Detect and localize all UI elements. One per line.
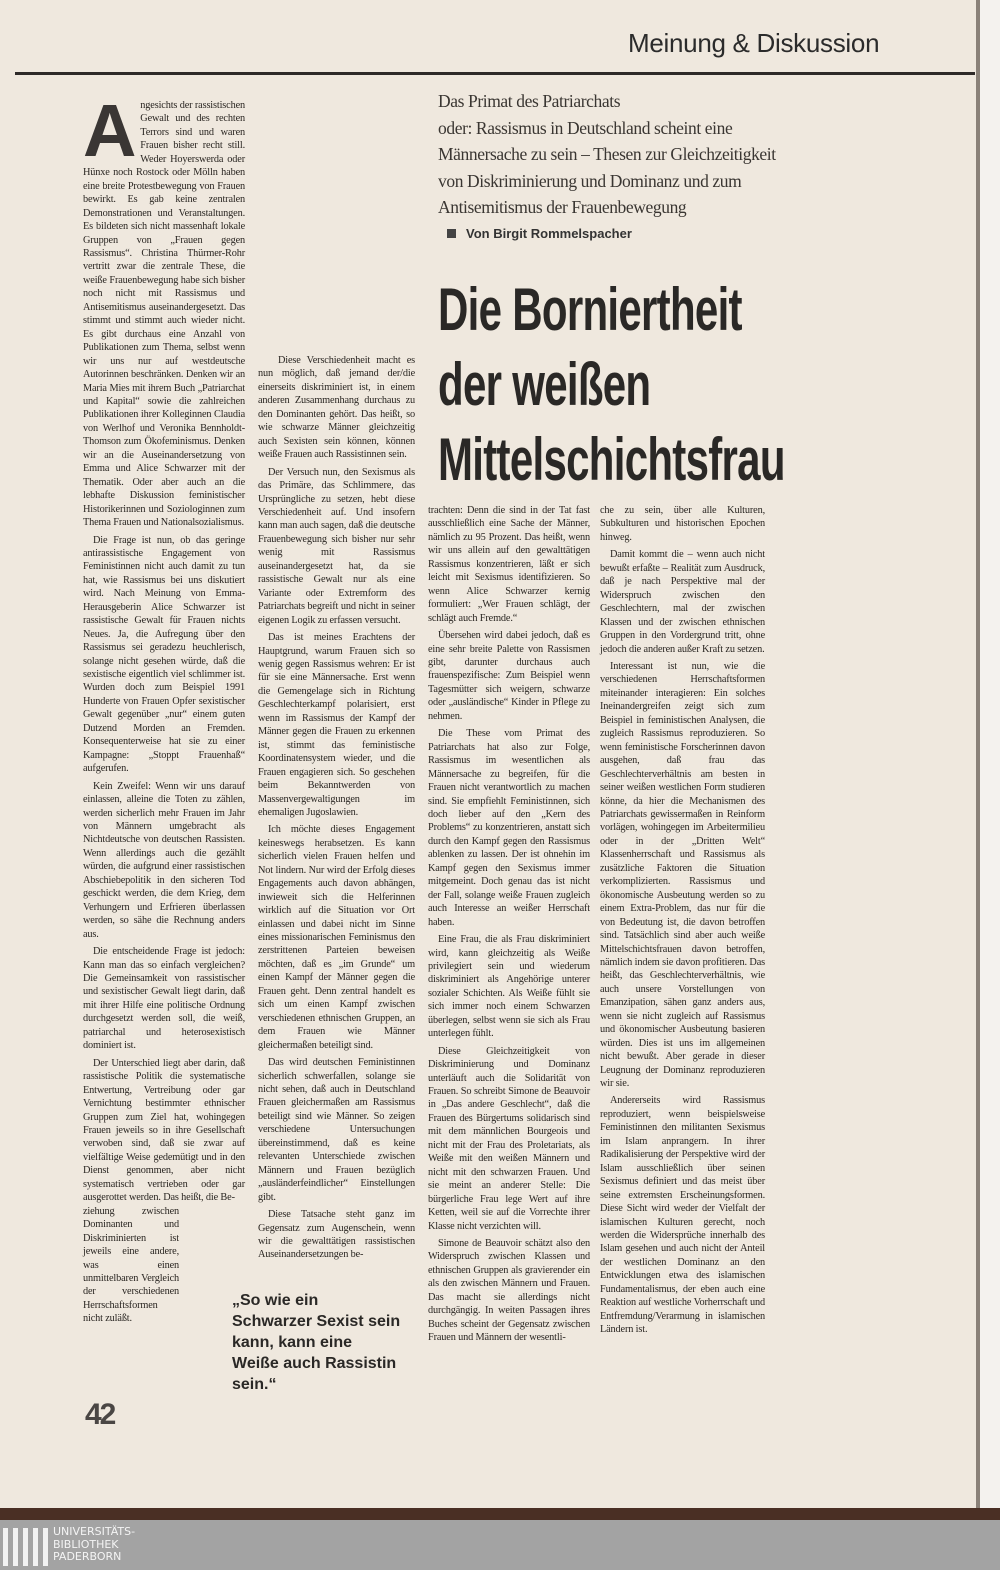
paragraph: Interessant ist nun, wie die verschiedenen Herrschaftsformen miteinander interagieren: Ein solches Ineinandergreifen zeigt sich zum Beispiel in feministischen Analysen, die zugleich Rassismus reproduzieren. So wenn feministische Forscherinnen davon ausgehen, daß frau das Geschlechterverhältnis am besten in seiner weißen westlichen Form studieren könne, da hier die Mechanismen des Patriarchats gewissermaßen in Reinform vorlägen, wohingegen im Arbeitermilieu oder in der „Dritten Welt“ Klassenherrschaft und Rassismus als zusätzliche Faktoren die Situation verkomplizierten. Rassismus und ökonomische Ausbeutung werden so zu einem Extra-Problem, das nur für die von Bedeutung ist, die davon betroffen sind. Tatsächlich sind aber auch weiße Mittelschichtsfrauen davon betroffen, nämlich indem sie davon profitieren. Das heißt, das Geschlechterverhältnis, wie auch unsere Vorstellungen von Emanzipation, sähen ganz anders aus, wenn sie nicht zugleich auf Rassismus und ökonomischer Ausbeutung basieren würden. Dies ist uns im allgemeinen nicht bewußt. Aber gerade in dieser Leugnung der Dominanz reproduzieren wir sie. (600, 660, 765, 1090)
byline (447, 226, 632, 241)
column-3 (428, 504, 590, 1345)
library-logo-text (53, 1526, 135, 1564)
library-logo-icon (3, 1528, 48, 1566)
drop-cap: A (83, 89, 137, 172)
column-4 (600, 504, 765, 1337)
paragraph: Die These vom Primat des Patriarchats hat also zur Folge, Rassismus im wesentlichen als Männersache zu begreifen, für die Frauen nicht verantwortlich zu machen sind. Sie empfiehlt Feministinnen, sich doch lieber auf den „Kern des Problems“ zu konzentrieren, anstatt sich durch den Kampf gegen den Rassismus ablenken zu lassen. Der ist ohnehin im Kampf gegen den Sexismus immer mitgemeint. Doch genau das ist nicht der Fall, solange weiße Frauen zugleich auch Interesse an weißer Herrschaft haben. (428, 728, 590, 928)
subtitle-line: Das Primat des Patriarchats (438, 91, 621, 111)
paragraph: Simone de Beauvoir schätzt also den Widerspruch zwischen Klassen und ethnischen Gruppen als gravierender ein als den zwischen Männern und Frauen. Das macht sie allerdings nicht durchgängig. In weiten Passagen ihres Buches scheint der Gegensatz zwischen Frauen und Männern der wesentli- (428, 1238, 590, 1344)
subtitle-line: von Diskriminierung und Dominanz und zum (438, 170, 742, 191)
square-bullet-icon (447, 229, 456, 238)
paragraph: Eine Frau, die als Frau diskriminiert wird, kann gleichzeitig als Weiße privilegiert sein und wiederum diskriminiert als Angehörige unterer sozialer Schichten. Als Weiße fühlt sie sich immer noch einem Schwarzen überlegen, selbst wenn sie sich als Frau unterlegen fühlt. (428, 934, 590, 1040)
headline-line: Die Borniertheit (438, 276, 742, 343)
paragraph: Diese Gleichzeitigkeit von Diskriminierung und Dominanz unterläuft auch die Solidarität von Frauen. So schreibt Simone de Beauvoir in „Das andere Geschlecht“, daß die Frauen des Bürgertums solidarisch sind mit dem männlichen Bourgeois und nicht mit der Frau des Proletariats, als Weiße mit den weißen Männern und nicht mit den schwarzen Frauen. Und sie meint an anderer Stelle: Die bürgerliche Frau lege Wert auf ihre Ketten, weil sie auf die Vorrechte ihrer Klasse nicht verzichten will. (428, 1045, 590, 1232)
headline (438, 272, 1000, 497)
paragraph: Andererseits wird Rassismus reproduziert, wenn beispielsweise Feministinnen den militanten Sexismus im Islam anprangern. In ihrer Radikalisierung der Perspektive wird der Islam ausschließlich über seinen Sexismus definiert und das meist über seine extremsten Erscheinungsformen. Diese Sicht wird weder der Vielfalt der islamischen Kulturen gerecht, noch werden die Widersprüche innerhalb des Islam gesehen und auch nicht der Anteil der westlichen Dominanz an den Entwicklungen etwa des islamischen Fundamentalismus, der eben auch eine Reaktion auf westliche Vorherrschaft und Entfremdung/Verarmung in islamischen Ländern ist. (600, 1095, 765, 1336)
paragraph: Ich möchte dieses Engagement keineswegs herabsetzen. Es kann sicherlich vielen Frauen helfen und Not lindern. Nur wird der Erfolg dieses Engagements auch davon abhängen, inwieweit sich die Helferinnen wirklich auf die Situation vor Ort einlassen und dabei nicht im Sinne eines missionarischen Feminismus den zerstrittenen Parteien beweisen möchten, daß es „im Grunde“ um einen Kampf der Männer gegen die Frauen geht. Denn zentral handelt es sich um einen Kampf zwischen verschiedenen ethnischen Gruppen, an dem Frauen wie Männer gleichermaßen beteiligt sind. (258, 824, 415, 1051)
pull-quote: „So wie ein Schwarzer Sexist sein kann, kann eine Weiße auch Rassistin sein.“ (232, 1292, 401, 1393)
column-1 (83, 89, 245, 1326)
headline-line: Mittelschichtsfrau (438, 426, 785, 493)
logo-line: UNIVERSITÄTS- (53, 1525, 136, 1538)
paragraph: Das wird deutschen Feministinnen sicherlich schwerfallen, solange sie nicht sehen, daß auch in Deutschland Frauen gleichermaßen am Rassismus beteiligt sind wie Männer. So zeigen verschiedene Untersuchungen übereinstimmend, daß es keine relevanten Unterschiede zwischen Männern und Frauen bezüglich „ausländerfeindlicher“ Einstellungen gibt. (258, 1057, 415, 1203)
header-rule (15, 72, 975, 75)
paragraph: Diese Verschiedenheit macht es nun möglich, daß jemand der/die einerseits diskriminiert ist, in einem anderen Zusammenhang durchaus zu den Dominanten gehört. Das heißt, so wie schwarze Männer gleichzeitig auch Sexisten sein können, können weiße Frauen auch Rassistinnen sein. (258, 355, 415, 461)
paragraph: Der Unterschied liegt aber darin, daß rassistische Politik die systematische Entwertung, Vertreibung oder gar Vernichtung bestimmter ethnischer Gruppen zum Ziel hat, wohingegen Frauen jeweils so in ihre Gesellschaft verwoben sind, daß sie zwar auf vielfältige Weise gedemütigt und in den Dienst genommen, aber nicht systematisch vertrieben oder gar ausgerottet werden. Das heißt, die Be- (83, 1057, 245, 1204)
logo-line: BIBLIOTHEK (53, 1537, 119, 1551)
section-title: Meinung & Diskussion (628, 28, 880, 58)
paragraph: Diese Tatsache steht ganz im Gegensatz zum Augenschein, wenn wir die gewalttätigen rassistischen Auseinandersetzungen be- (258, 1209, 415, 1261)
paragraph: Der Versuch nun, den Sexismus als das Primäre, das Schlimmere, das Ursprüngliche zu setzen, hebt diese Verschiedenheit auf. Und insofern kann man auch sagen, daß die deutsche Frauenbewegung sich bisher nur sehr wenig mit Rassismus auseinandergesetzt hat, da sie rassistische Gewalt nur als eine Variante oder Extremform des Patriarchats begreift und nicht in seiner eigenen Logik zu erfassen versucht. (258, 466, 415, 626)
article-subtitle (438, 88, 858, 221)
column-2 (258, 354, 415, 1262)
subtitle-line: Antisemitismus der Frauenbewegung (438, 197, 687, 217)
paragraph: Kein Zweifel: Wenn wir uns darauf einlassen, alleine die Toten zu zählen, werden sicherlich mehr Frauen im Jahr von Männern umgebracht als Nichtdeutsche von deutschen Rassisten. Wenn allerdings auch die gezählt würden, die aufgrund einer rassistischen Abschiebepolitik in den sicheren Tod geschickt werden, die dem Krieg, dem Verhungern und Erfrieren überlassen werden, so sähe die Rechnung anders aus. (83, 780, 245, 940)
paragraph: Übersehen wird dabei jedoch, daß es eine sehr breite Palette von Rassismen gibt, darunter durchaus auch frauenspezifische: Zum Beispiel wenn Tagesmütter sich weigern, schwarze oder „ausländische“ Kinder in Pflege zu nehmen. (428, 630, 590, 722)
library-footer (0, 1520, 1000, 1570)
paragraph-text: ngesichts der rassistischen Gewalt und des rechten Terrors sind und waren Frauen bisher recht still. Weder Hoyerswerda oder Hünxe noch Rostock oder Mölln haben eine breite Protestbewegung von Frauen bewirkt. Es gab keine zentralen Demonstrationen und Veranstaltungen. Es bildeten sich nicht massenhaft lokale Gruppen von „Frauen gegen Rassismus“. Christina Thürmer-Rohr vertritt zwar die zentrale These, die weiße Frauenbewegung habe sich bisher noch nicht mit Rassismus und Antisemitismus auseinandergesetzt. Das stimmt und stimmt auch wieder nicht. Es gibt durchaus eine Anzahl von Publikationen zum Thema, selbst wenn wir uns nur auf westdeutsche Autorinnen beschränken. Denken wir an Maria Mies mit ihrem Buch „Patriarchat und Kapital“ sowie die zahlreichen Publikationen ihrer Kolleginnen Claudia von Werlhof und Veronika Bennholdt-Thomson zum Ökofeminismus. Denken wir an die Auseinandersetzung von Emma und Alice Schwarzer mit der Thematik. Oder aber auch an die lebhafte Diskussion feministischer Historikerinnen und Soziologinnen zum Thema Frauen und Nationalsozialismus. (83, 100, 245, 529)
paragraph (83, 89, 245, 530)
paragraph: Die Frage ist nun, ob das geringe antirassistische Engagement von Feministinnen nicht auch damit zu tun hat, wie Rassismus bei uns diskutiert wird. Nach Meinung von Emma-Herausgeberin Alice Schwarzer ist rassistische Gewalt für Frauen nichts Neues. Ja, die Aufregung über den Rassismus sei geradezu heuchlerisch, solange nicht gesehen würde, daß die sexistische eigentlich viel schlimmer ist. Wurden doch zum Beispiel 1991 Hunderte von Frauen Opfer sexistischer Gewalt gegenüber „nur“ einem guten Dutzend Morden an Fremden. Konsequenterweise hat sie zu einer Kampagne: „Stoppt Frauenhaß“ aufgerufen. (83, 534, 245, 775)
paragraph: che zu sein, über alle Kulturen, Subkulturen und historischen Epochen hinweg. (600, 505, 765, 543)
logo-line: PADERBORN (53, 1550, 122, 1563)
paragraph: trachten: Denn die sind in der Tat fast ausschließlich eine Sache der Männer, nämlich zu 95 Prozent. Das heißt, wenn wir uns allein auf den gewalttätigen Rassismus konzentrieren, läßt er sich leicht mit Sexismus identifizieren. So wenn Alice Schwarzer kernig formuliert: „Wer Frauen schlägt, der schlägt auch Fremde.“ (428, 505, 590, 624)
next-page-edge (980, 0, 1000, 1508)
subtitle-line: Männersache zu sein – Thesen zur Gleichzeitigkeit (438, 144, 776, 164)
paragraph-continuation: ziehung zwischen Dominanten und Diskriminierten ist jeweils eine andere, was einen unmittelbaren Vergleich der verschiedenen Herrschaftsformen nicht zuläßt. (83, 1205, 179, 1325)
paragraph: Damit kommt die – wenn auch nicht bewußt erfaßte – Realität zum Ausdruck, daß je nach Perspektive mal der Widerspruch zwischen den Geschlechtern, mal der zwischen Klassen und der zwischen ethnischen Gruppen in den Vordergrund tritt, ohne jedoch die anderen außer Kraft zu setzen. (600, 549, 765, 655)
paragraph: Die entscheidende Frage ist jedoch: Kann man das so einfach vergleichen? Die Gemeinsamkeit von rassistischer und sexistischer Gewalt liegt darin, daß mit ihrer Hilfe eine politische Ordnung durchgesetzt werden soll, die weiß, patriarchal und heterosexistisch dominiert ist. (83, 946, 245, 1052)
author: Von Birgit Rommelspacher (466, 226, 632, 241)
headline-line: der weißen (438, 351, 651, 418)
subtitle-line: oder: Rassismus in Deutschland scheint eine (438, 117, 733, 138)
page-number: 42 (85, 1398, 115, 1431)
paragraph: Das ist meines Erachtens der Hauptgrund, warum Frauen sich so wenig gegen Rassismus wehren: Er ist für sie eine Männersache. Erst wenn die Gemengelage sich in Richtung Geschlechterkampf polarisiert, erst wenn im Rassismus der Kampf der Männer gegen die Frauen zu erkennen ist, stimmt das feministische Koordinatensystem wieder, und die Frauen engagieren sich. So geschehen beim Bekanntwerden von Massenvergewaltigungen im ehemaligen Jugoslawien. (258, 632, 415, 818)
book-binding (0, 1508, 1000, 1520)
